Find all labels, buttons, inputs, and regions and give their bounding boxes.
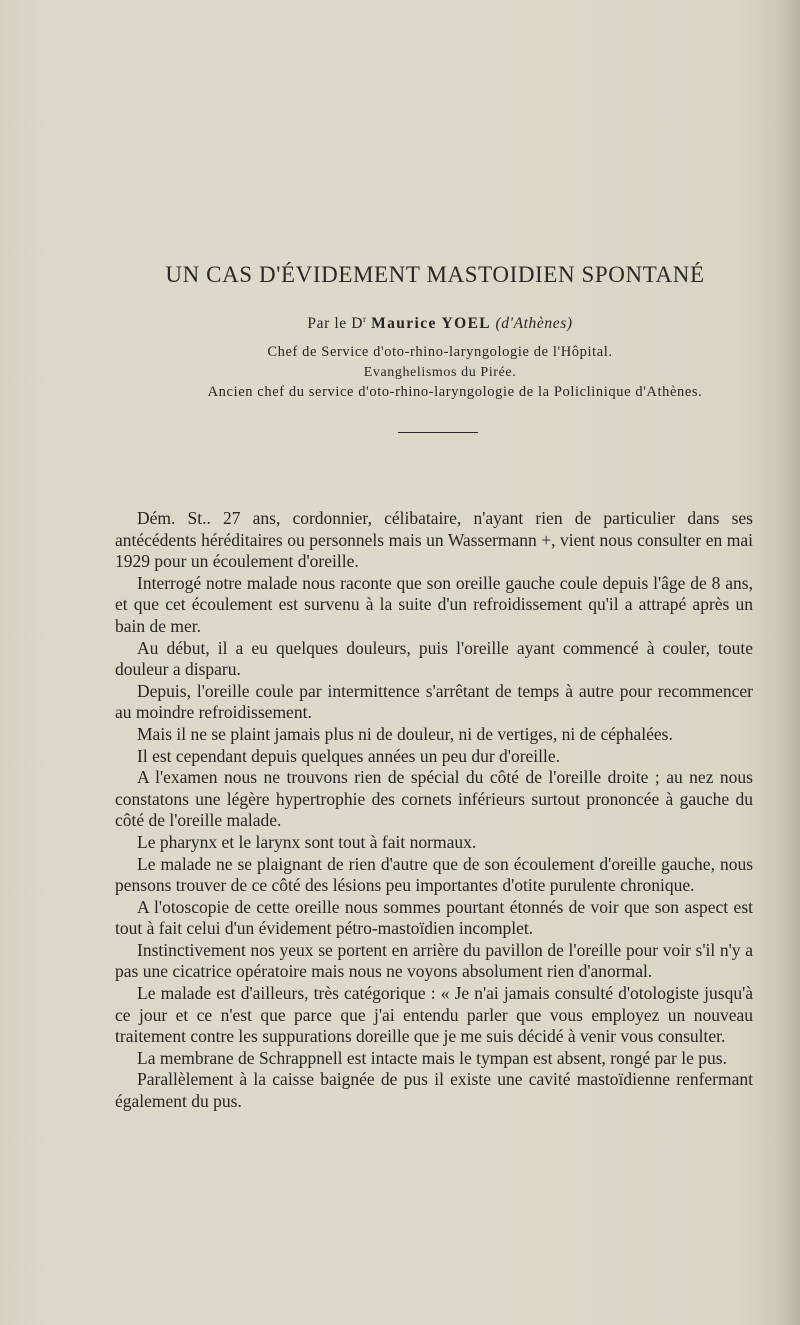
author-name: Maurice YOEL — [371, 315, 492, 333]
paragraph: Parallèlement à la caisse baignée de pus il existe une cavité mastoïdienne renfermant également du pus. — [115, 1069, 753, 1112]
author-degree: r — [362, 314, 367, 324]
affiliation-line-1: Chef de Service d'oto-rhino-laryngologie de l'Hôpital. — [267, 344, 613, 360]
paragraph: Instinctivement nos yeux se portent en arrière du pavillon de l'oreille pour voir s'il n'y a pas une cicatrice opératoire mais nous ne voyons absolument rien d'anormal. — [115, 939, 753, 982]
paragraph: Au début, il a eu quelques douleurs, puis l'oreille ayant commencé à couler, toute douleur a disparu. — [115, 637, 753, 680]
article-body — [115, 508, 753, 1113]
author-prefix: Par le D — [307, 315, 363, 333]
paragraph: Interrogé notre malade nous raconte que son oreille gauche coule depuis l'âge de 8 ans, et que cet écoulement est survenu à la suite d'un refroidissement qu'il a attrapé après un bain de mer. — [115, 572, 753, 636]
affiliation-line-3: Ancien chef du service d'oto-rhino-laryngologie de la Policlinique d'Athènes. — [207, 384, 703, 400]
paragraph: Dém. St.. 27 ans, cordonnier, célibataire, n'ayant rien de particulier dans ses antécédents héréditaires ou personnels mais un Wassermann +, vient nous consulter en mai 1929 pour un écoulement d'oreille. — [115, 508, 753, 572]
paragraph: Mais il ne se plaint jamais plus ni de douleur, ni de vertiges, ni de céphalées. — [137, 723, 673, 744]
affiliation-line-2: Evanghelismos du Pirée. — [363, 365, 517, 380]
paragraph: Le malade ne se plaignant de rien d'autre que de son écoulement d'oreille gauche, nous pensons trouver de ce côté des lésions peu importantes d'otite purulente chronique. — [115, 853, 753, 896]
author-city: (d'Athènes) — [495, 315, 573, 333]
paragraph: A l'examen nous ne trouvons rien de spécial du côté de l'oreille droite ; au nez nous constatons une légère hypertrophie des cornets inférieurs surtout prononcée à gauche du côté de l'oreille malade. — [115, 767, 753, 831]
paragraph: Depuis, l'oreille coule par intermittence s'arrêtant de temps à autre pour recommencer au moindre refroidissement. — [115, 680, 753, 723]
author-line — [0, 314, 800, 333]
paragraph: A l'otoscopie de cette oreille nous sommes pourtant étonnés de voir que son aspect est tout à fait celui d'un évidement pétro-mastoïdien incomplet. — [115, 896, 753, 939]
paragraph: Le pharynx et le larynx sont tout à fait normaux. — [137, 831, 477, 852]
article-title: UN CAS D'ÉVIDEMENT MASTOIDIEN SPONTANÉ — [165, 262, 705, 287]
paragraph: Il est cependant depuis quelques années un peu dur d'oreille. — [137, 745, 561, 766]
section-divider — [398, 432, 478, 433]
paragraph: La membrane de Schrappnell est intacte mais le tympan est absent, rongé par le pus. — [137, 1047, 727, 1068]
paragraph: Le malade est d'ailleurs, très catégorique : « Je n'ai jamais consulté d'otologiste jusqu'à ce jour et ce n'est que parce que j'ai entendu parler que vous employez un nouveau traitement contre les suppurations doreille que je me suis décidé à venir vous consulter. — [115, 983, 753, 1047]
